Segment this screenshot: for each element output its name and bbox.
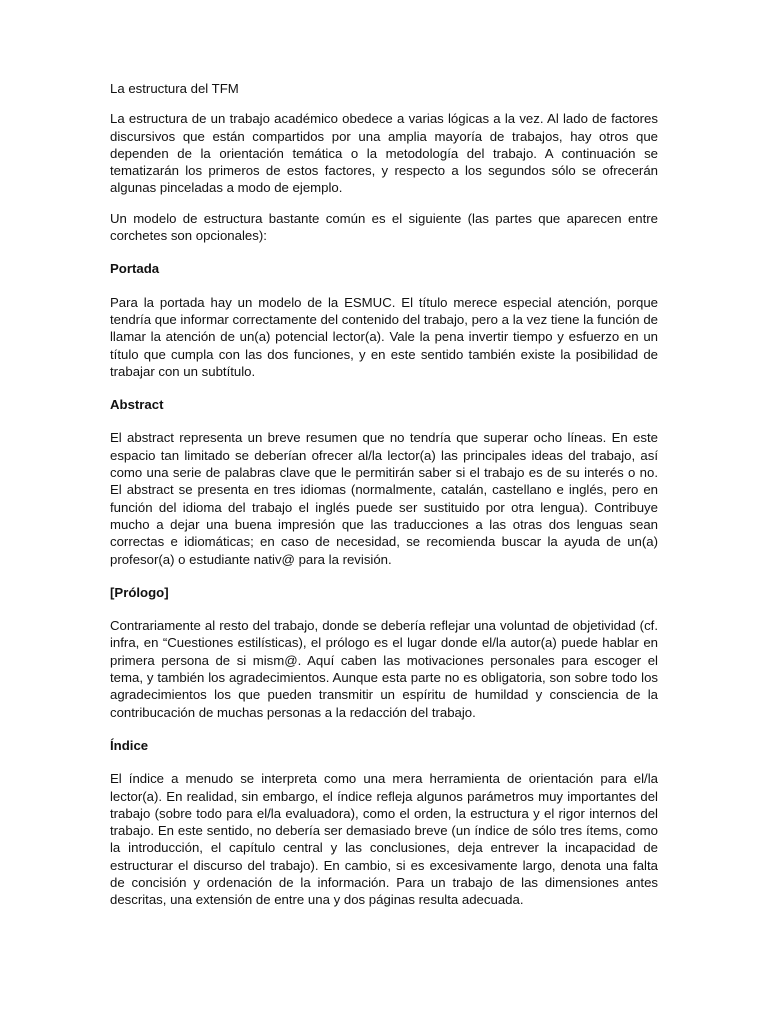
- section-body-indice: El índice a menudo se interpreta como una mera herramienta de orientación para el/la lector(a). En realidad, sin embargo, el índice refleja algunos parámetros muy importantes del trabajo (sobre todo para el/la evaluadora), como el orden, la estructura y el rigor internos del trabajo. En este sentido, no debería ser demasiado breve (un índice de sólo tres ítems, como la introducción, el capítulo central y las conclusiones, deja entrever la incapacidad de estructurar el discurso del trabajo). En cambio, si es excesivamente largo, denota una falta de concisión y ordenación de la información. Para un trabajo de las dimensiones antes descritas, una extensión de entre una y dos páginas resulta adecuada.: [110, 771, 658, 908]
- structure-intro-paragraph: Un modelo de estructura bastante común es el siguiente (las partes que aparecen entre corchetes son opcionales):: [110, 210, 658, 244]
- section-body-prologo: Contrariamente al resto del trabajo, donde se debería reflejar una voluntad de objetividad (cf. infra, en “Cuestiones estilísticas), el prólogo es el lugar donde el/la autor(a) puede hablar en primera persona de si mism@. Aquí caben las motivaciones personales para escoger el tema, y también los agradecimientos. Aunque esta parte no es obligatoria, son sobre todo los agradecimientos los que pueden transmitir un espíritu de humildad y consciencia de la contribucación de muchas personas a la redacción del trabajo.: [110, 618, 658, 720]
- section-heading-abstract: Abstract: [110, 397, 164, 413]
- intro-paragraph: La estructura de un trabajo académico obedece a varias lógicas a la vez. Al lado de factores discursivos que están compartidos por una amplia mayoría de trabajos, hay otros que dependen de la orientación temática o la metodología del trabajo. A continuación se tematizarán los primeros de estos factores, y respecto a los segundos sólo se ofrecerán algunas pinceladas a modo de ejemplo.: [110, 111, 658, 196]
- section-heading-prologo: [Prólogo]: [110, 584, 169, 600]
- document-page: [110, 80, 658, 922]
- document-title: La estructura del TFM: [110, 81, 239, 96]
- section-heading-portada: Portada: [110, 261, 160, 277]
- section-body-abstract: El abstract representa un breve resumen que no tendría que superar ocho líneas. En este espacio tan limitado se deberían ofrecer al/la lector(a) las principales ideas del trabajo, así como una serie de palabras clave que le permitirán saber si el trabajo es de su interés o no. El abstract se presenta en tres idiomas (normalmente, catalán, castellano e inglés, pero en función del idioma del trabajo el inglés puede ser sustituido por otra lengua). Contribuye mucho a dejar una buena impresión que las traducciones a las otras dos lenguas sean correctas e idiomáticas; en caso de necesidad, se recomienda buscar la ayuda de un(a) profesor(a) o estudiante nativ@ para la revisión.: [110, 430, 658, 567]
- section-body-portada: Para la portada hay un modelo de la ESMUC. El título merece especial atención, porque tendría que informar correctamente del contenido del trabajo, pero a la vez tiene la función de llamar la atención de un(a) potencial lector(a). Vale la pena invertir tiempo y esfuerzo en un título que cumpla con las dos funciones, y en este sentido también existe la posibilidad de trabajar con un subtítulo.: [110, 294, 658, 379]
- section-heading-indice: Índice: [110, 737, 149, 753]
